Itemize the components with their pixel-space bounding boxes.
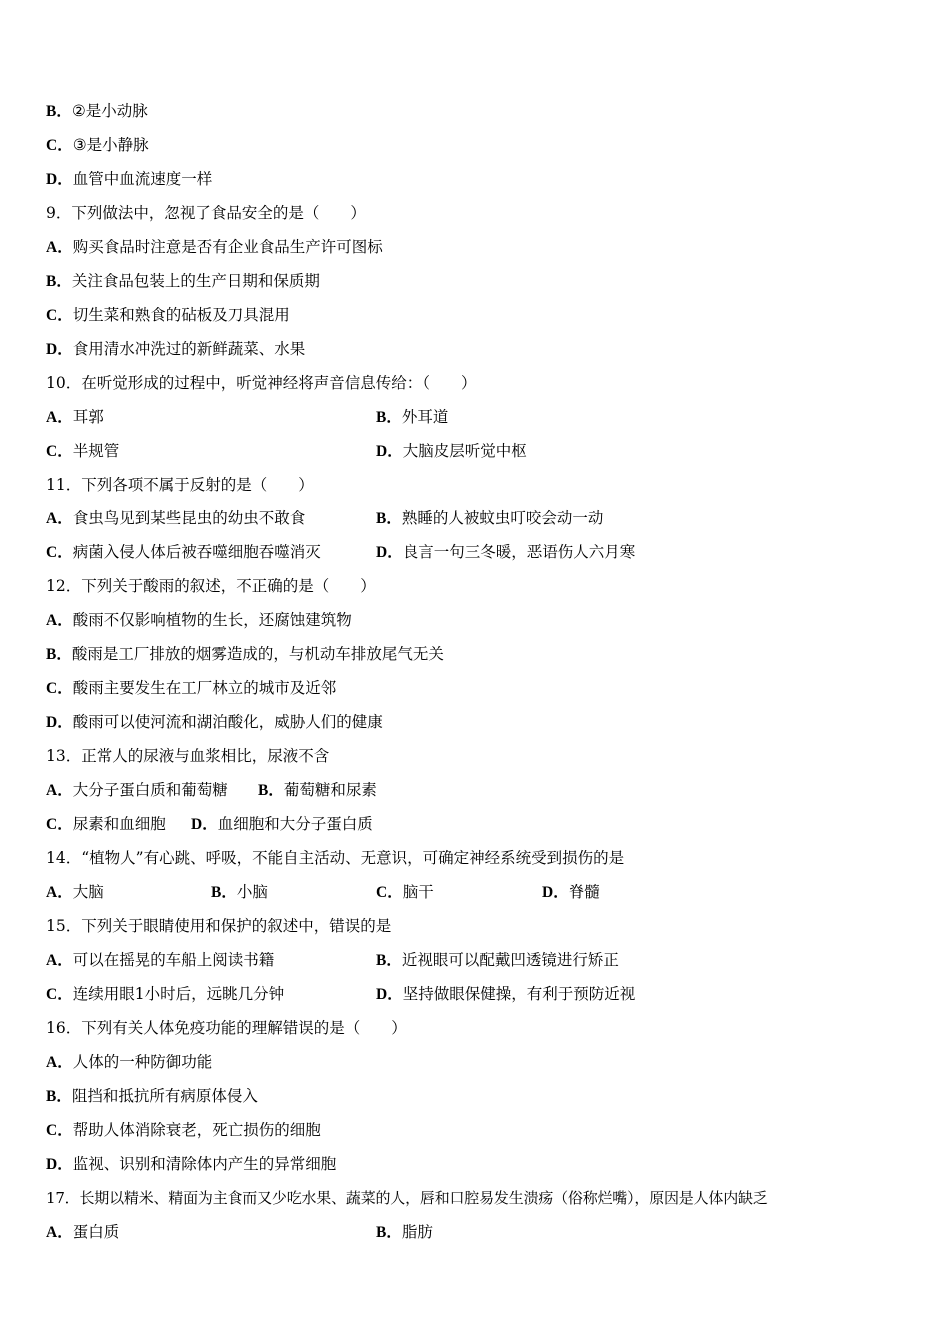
option-text: 酸雨主要发生在工厂林立的城市及近邻: [72, 679, 337, 697]
option-line: [46, 1222, 433, 1243]
option-text: 半规管: [72, 442, 120, 460]
option-text: 酸雨不仅影响植物的生长，还腐蚀建筑物: [72, 611, 352, 629]
option-label: D．: [376, 443, 403, 460]
option-text: 血细胞和大分子蛋白质: [217, 815, 373, 833]
question-text: 下列关于酸雨的叙述，不正确的是（ ）: [81, 577, 376, 595]
option-text: 坚持做眼保健操，有利于预防近视: [402, 985, 636, 1003]
option-text: ②是小动脉: [71, 102, 148, 120]
question-text: 下列做法中，忽视了食品安全的是（ ）: [71, 204, 366, 222]
option-text: 阻挡和抵抗所有病原体侵入: [71, 1087, 258, 1105]
question-text: “植物人”有心跳、呼吸，不能自主活动、无意识，可确定神经系统受到损伤的是: [81, 849, 625, 867]
option-label: B．: [376, 510, 402, 527]
question-text: 长期以精米、精面为主食而又少吃水果、蔬菜的人，唇和口腔易发生溃疡（俗称烂嘴），原因是人体内缺乏: [79, 1189, 768, 1207]
option-text: 脂肪: [401, 1223, 433, 1241]
question-line: [46, 1188, 768, 1208]
option-label: D．: [542, 884, 569, 901]
option-label: D．: [376, 544, 403, 561]
option-line: [46, 712, 383, 733]
option-label: B．: [211, 884, 237, 901]
option-label: D．: [46, 171, 73, 188]
option-label: C．: [46, 544, 73, 561]
question-line: [46, 203, 366, 223]
option-line: [46, 508, 604, 529]
option-text: 大分子蛋白质和葡萄糖: [72, 781, 228, 799]
option-text: 病菌入侵人体后被吞噬细胞吞噬消灭: [72, 543, 321, 561]
question-number: 14．: [46, 849, 82, 867]
option-label: A．: [46, 612, 73, 629]
option-line: [46, 407, 449, 428]
option-text: 人体的一种防御功能: [72, 1053, 213, 1071]
question-line: [46, 916, 391, 936]
option-label: A．: [46, 510, 73, 527]
option-text: 良言一句三冬暖，恶语伤人六月寒: [402, 543, 636, 561]
option-label: C．: [46, 137, 73, 154]
option-label: C．: [46, 307, 73, 324]
option-text: 食用清水冲洗过的新鲜蔬菜、水果: [72, 340, 306, 358]
question-line: [46, 475, 314, 495]
option-line: [46, 610, 352, 631]
option-label: A．: [46, 1054, 73, 1071]
option-line: [46, 169, 212, 190]
option-text: 酸雨是工厂排放的烟雾造成的，与机动车排放尾气无关: [71, 645, 444, 663]
question-number: 12．: [46, 577, 82, 595]
option-label: C．: [46, 816, 73, 833]
option-label: A．: [46, 409, 73, 426]
question-text: 在听觉形成的过程中，听觉神经将声音信息传给：（ ）: [81, 374, 477, 392]
option-label: D．: [191, 816, 218, 833]
option-text: 耳郭: [72, 408, 104, 426]
option-text: 脊髓: [568, 883, 600, 901]
question-text: 正常人的尿液与血浆相比，尿液不含: [81, 747, 330, 765]
question-line: [46, 848, 624, 868]
option-text: 脑干: [402, 883, 434, 901]
option-label: B．: [46, 103, 72, 120]
option-line: [46, 1086, 258, 1107]
option-label: B．: [258, 782, 284, 799]
option-text: 葡萄糖和尿素: [283, 781, 377, 799]
question-line: [46, 1018, 407, 1038]
option-label: C．: [46, 1122, 73, 1139]
option-label: D．: [46, 714, 73, 731]
option-text: 熟睡的人被蚊虫叮咬会动一动: [401, 509, 604, 527]
option-line: [46, 305, 290, 326]
option-line: [46, 950, 619, 971]
option-label: B．: [46, 646, 72, 663]
option-line: [46, 1154, 336, 1175]
option-text: 外耳道: [401, 408, 449, 426]
option-text: 大脑: [72, 883, 104, 901]
question-number: 15．: [46, 917, 82, 935]
option-label: C．: [46, 443, 73, 460]
option-text: 大脑皮层听觉中枢: [402, 442, 527, 460]
option-text: 切生菜和熟食的砧板及刀具混用: [72, 306, 290, 324]
option-text: 食虫鸟见到某些昆虫的幼虫不敢食: [72, 509, 306, 527]
option-text: 关注食品包装上的生产日期和保质期: [71, 272, 320, 290]
option-label: D．: [376, 986, 403, 1003]
option-line: [46, 237, 383, 258]
option-text: 连续用眼1小时后，远眺几分钟: [72, 985, 285, 1003]
option-label: B．: [376, 409, 402, 426]
option-text: 尿素和血细胞: [72, 815, 166, 833]
option-label: D．: [46, 341, 73, 358]
option-label: B．: [46, 1088, 72, 1105]
option-line: [46, 135, 149, 156]
question-text: 下列有关人体免疫功能的理解错误的是（ ）: [81, 1019, 407, 1037]
question-number: 11．: [46, 476, 82, 494]
option-text: 可以在摇晃的车船上阅读书籍: [72, 951, 275, 969]
option-line: [46, 644, 444, 665]
option-label: A．: [46, 782, 73, 799]
question-line: [46, 746, 329, 766]
option-line: [46, 339, 305, 360]
question-number: 9．: [46, 204, 72, 222]
question-line: [46, 373, 477, 393]
option-label: C．: [376, 884, 403, 901]
option-line: [46, 101, 148, 122]
option-label: C．: [46, 680, 73, 697]
option-line: [46, 441, 527, 462]
option-text: 帮助人体消除衰老，死亡损伤的细胞: [72, 1121, 321, 1139]
option-label: A．: [46, 1224, 73, 1241]
question-number: 13．: [46, 747, 82, 765]
option-line: [46, 271, 320, 292]
option-line: [46, 1052, 212, 1073]
option-label: D．: [46, 1156, 73, 1173]
option-line: [46, 780, 377, 801]
option-line: [46, 814, 373, 835]
question-number: 16．: [46, 1019, 82, 1037]
option-line: [46, 1120, 321, 1141]
option-text: 监视、识别和清除体内产生的异常细胞: [72, 1155, 337, 1173]
question-line: [46, 576, 376, 596]
option-line: [46, 984, 636, 1005]
option-line: [46, 882, 600, 903]
option-label: B．: [46, 273, 72, 290]
option-text: 购买食品时注意是否有企业食品生产许可图标: [72, 238, 383, 256]
option-text: 血管中血流速度一样: [72, 170, 213, 188]
question-text: 下列关于眼睛使用和保护的叙述中，错误的是: [81, 917, 392, 935]
option-text: 近视眼可以配戴凹透镜进行矫正: [401, 951, 619, 969]
question-number: 10．: [46, 374, 82, 392]
option-line: [46, 678, 336, 699]
option-text: 小脑: [236, 883, 268, 901]
option-label: B．: [376, 1224, 402, 1241]
option-text: 蛋白质: [72, 1223, 120, 1241]
option-text: ③是小静脉: [72, 136, 149, 154]
option-label: C．: [46, 986, 73, 1003]
option-label: A．: [46, 239, 73, 256]
option-label: A．: [46, 884, 73, 901]
option-label: A．: [46, 952, 73, 969]
option-text: 酸雨可以使河流和湖泊酸化，威胁人们的健康: [72, 713, 383, 731]
question-text: 下列各项不属于反射的是（ ）: [81, 476, 314, 494]
option-label: B．: [376, 952, 402, 969]
option-line: [46, 542, 636, 563]
question-number: 17．: [46, 1189, 80, 1207]
